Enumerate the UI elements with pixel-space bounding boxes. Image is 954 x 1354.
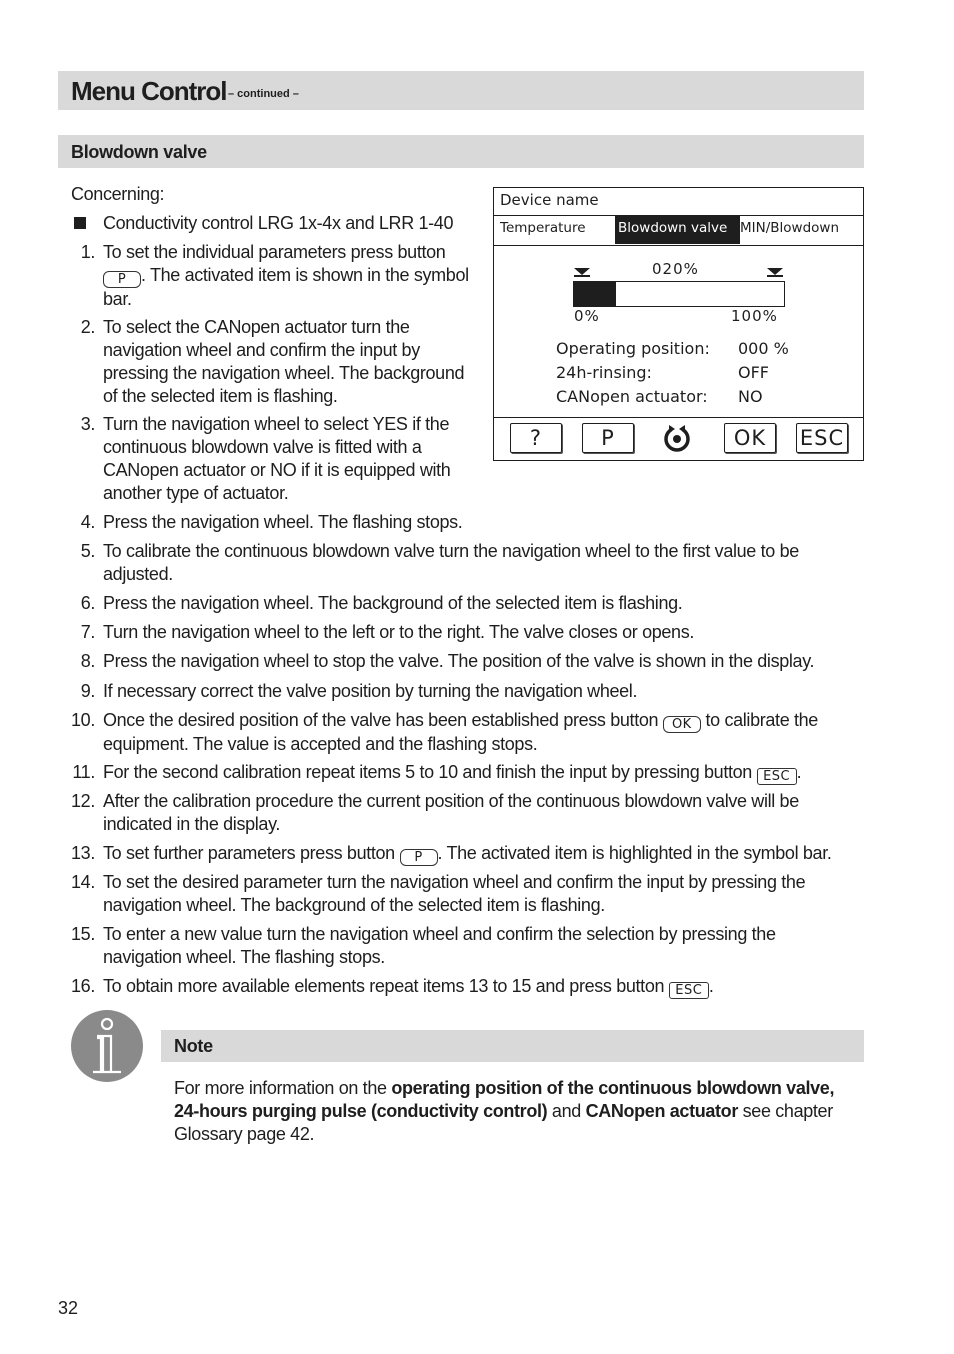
- bar-value: 020%: [652, 260, 699, 278]
- item-text: CANopen actuator or NO if it is equipped with: [103, 460, 451, 480]
- item-number: 11.: [72, 762, 95, 782]
- item-number: 4.: [80, 512, 95, 532]
- param-value: OFF: [738, 363, 769, 382]
- help-button: ?: [510, 423, 562, 453]
- concerning-label: Concerning:: [71, 184, 165, 204]
- item-text: For the second calibration repeat items 5 to 10 and finish the input by pressing button: [103, 762, 752, 782]
- item-text: To set the individual parameters press button: [103, 242, 446, 262]
- esc-button-icon: ESC: [669, 982, 709, 999]
- position-bar: [573, 281, 785, 307]
- bullet-text: Conductivity control LRG 1x-4x and LRR 1-40: [103, 213, 454, 233]
- p-button: P: [582, 423, 634, 453]
- item-text: another type of actuator.: [103, 483, 289, 503]
- page-subtitle: – continued –: [228, 88, 299, 100]
- param-label: CANopen actuator:: [556, 387, 708, 406]
- p-button-icon: P: [400, 849, 438, 866]
- esc-button: ESC: [796, 423, 848, 453]
- wheel-icon: [662, 423, 692, 453]
- param-label: 24h-rinsing:: [556, 363, 652, 382]
- info-icon: [71, 1010, 143, 1082]
- min-marker-icon: [574, 268, 590, 275]
- item-number: 16.: [71, 976, 95, 996]
- note-text: [174, 1077, 834, 1146]
- max-marker-base: [767, 275, 783, 277]
- min-marker-base: [574, 275, 590, 277]
- item-text: navigation wheel. The background of the selected item is flashing.: [103, 895, 605, 915]
- tab-temperature: Temperature: [500, 220, 586, 236]
- item-text: After the calibration procedure the current position of the continuous blowdown valve will be: [103, 791, 799, 811]
- param-value: 000 %: [738, 339, 789, 358]
- item-text: Once the desired position of the valve has been established press button: [103, 710, 659, 730]
- note-bold-part: 24-hours purging pulse (conductivity control): [174, 1101, 548, 1121]
- item-text: .: [796, 762, 802, 782]
- item-text: If necessary correct the valve position by turning the navigation wheel.: [103, 681, 638, 701]
- divider: [494, 417, 863, 418]
- item-number: 13.: [71, 843, 95, 863]
- note-header-bar: [161, 1030, 864, 1062]
- item-text: equipment. The value is accepted and the flashing stops.: [103, 734, 538, 754]
- max-marker-icon: [767, 268, 783, 275]
- param-label: Operating position:: [556, 339, 710, 358]
- page-number: 32: [58, 1298, 79, 1318]
- item-number: 12.: [71, 791, 95, 811]
- tab-blowdown-valve: Blowdown valve: [618, 220, 728, 236]
- esc-button-icon: ESC: [757, 768, 797, 785]
- section-title: Blowdown valve: [71, 142, 207, 162]
- item-text: Press the navigation wheel to stop the valve. The position of the valve is shown in the display.: [103, 651, 815, 671]
- bar-min-label: 0%: [574, 307, 600, 325]
- item-text: .: [708, 976, 714, 996]
- menu-header-bar: [58, 71, 864, 110]
- section-header-bar: [58, 135, 864, 168]
- item-text: Turn the navigation wheel to select YES if the: [103, 414, 450, 434]
- note-bold-part: CANopen actuator: [585, 1101, 738, 1121]
- item-text: . The activated item is highlighted in the symbol bar.: [437, 843, 832, 863]
- item-text: adjusted.: [103, 564, 173, 584]
- ok-button: OK: [724, 423, 776, 453]
- bar-max-label: 100%: [731, 307, 778, 325]
- item-number: 15.: [71, 924, 95, 944]
- item-text: continuous blowdown valve is fitted with a: [103, 437, 422, 457]
- item-text: . The activated item is shown in the symbol: [141, 265, 469, 285]
- note-text-part: and: [547, 1101, 586, 1121]
- item-text: pressing the navigation wheel. The background: [103, 363, 465, 383]
- item-text: to calibrate the: [705, 710, 818, 730]
- item-text: navigation wheel. The flashing stops.: [103, 947, 385, 967]
- device-name-label: Device name: [500, 191, 599, 209]
- bullet-square-icon: [74, 217, 86, 229]
- p-button-icon: P: [103, 271, 141, 288]
- device-display: [493, 187, 864, 461]
- item-text: Turn the navigation wheel to the left or to the right. The valve closes or opens.: [103, 622, 695, 642]
- item-text: To set the desired parameter turn the navigation wheel and confirm the input by pressing the: [103, 872, 806, 892]
- item-number: 2.: [80, 317, 95, 337]
- item-text: navigation wheel and confirm the input by: [103, 340, 420, 360]
- item-number: 6.: [80, 593, 95, 613]
- note-title: Note: [174, 1036, 213, 1056]
- item-text: Press the navigation wheel. The flashing stops.: [103, 512, 463, 532]
- item-text: of the selected item is flashing.: [103, 386, 338, 406]
- item-number: 14.: [71, 872, 95, 892]
- divider: [494, 245, 863, 246]
- note-text-part: For more information on the: [174, 1078, 392, 1098]
- item-text: To enter a new value turn the navigation wheel and confirm the selection by pressing the: [103, 924, 776, 944]
- item-number: 5.: [80, 541, 95, 561]
- position-bar-fill: [574, 282, 616, 306]
- ok-button-icon: OK: [663, 716, 701, 733]
- item-number: 3.: [80, 414, 95, 434]
- tab-min-blowdown: MIN/Blowdown: [740, 220, 840, 236]
- item-text: Press the navigation wheel. The background of the selected item is flashing.: [103, 593, 683, 613]
- item-number: 9.: [80, 681, 95, 701]
- param-value: NO: [738, 387, 763, 406]
- item-text: To set further parameters press button: [103, 843, 395, 863]
- item-number: 1.: [80, 242, 95, 262]
- note-text-part: see chapter: [737, 1101, 833, 1121]
- item-text: To select the CANopen actuator turn the: [103, 317, 410, 337]
- item-number: 7.: [80, 622, 95, 642]
- item-number: 8.: [80, 651, 95, 671]
- note-bold-part: operating position of the continuous blowdown valve,: [391, 1078, 835, 1098]
- note-text-part: Glossary page 42.: [174, 1124, 315, 1144]
- item-text: indicated in the display.: [103, 814, 281, 834]
- item-text: To obtain more available elements repeat items 13 to 15 and press button: [103, 976, 665, 996]
- item-number: 10.: [71, 710, 95, 730]
- page-title: Menu Control: [71, 76, 227, 106]
- item-text: bar.: [103, 289, 132, 309]
- item-text: To calibrate the continuous blowdown valve turn the navigation wheel to the first value to be: [103, 541, 799, 561]
